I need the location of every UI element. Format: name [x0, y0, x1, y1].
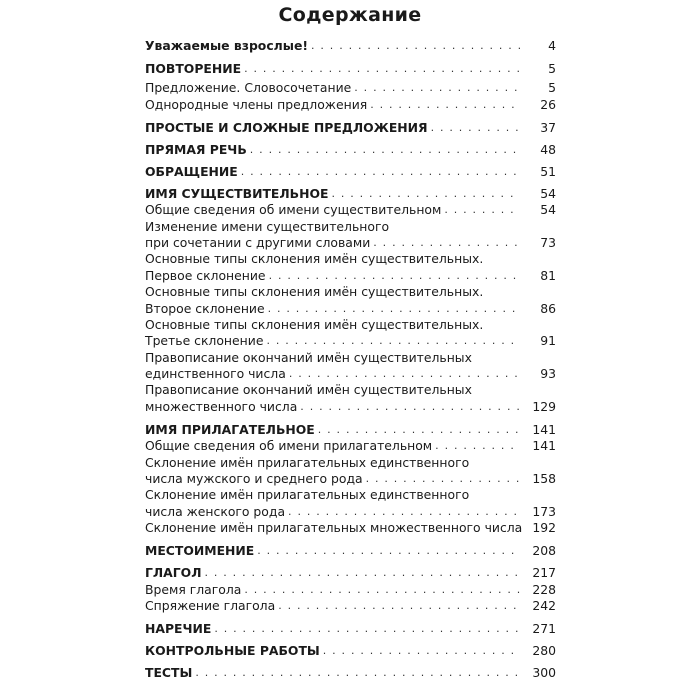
toc-entry-page: 300 [532, 664, 556, 680]
toc-entry-page: 129 [532, 398, 556, 414]
toc-entry-title: ПРОСТЫЕ И СЛОЖНЫЕ ПРЕДЛОЖЕНИЯ [145, 119, 428, 135]
dot-leader [244, 61, 520, 77]
toc-entry-page: 54 [540, 185, 556, 201]
dot-leader [244, 582, 520, 598]
toc-entry-line1: Основные типы склонения имён существительных. [145, 284, 484, 300]
dot-leader [431, 120, 520, 136]
toc-entry-page: 54 [540, 202, 556, 218]
toc-entry-title: множественного числа [145, 398, 298, 414]
toc-entry-title: ТЕСТЫ [145, 664, 193, 680]
toc-entry-line1: Правописание окончаний имён существительных [145, 349, 472, 365]
toc-entry-page: 141 [532, 421, 556, 437]
toc-entry-title: Уважаемые взрослые! [145, 37, 309, 53]
toc-entry-page: 37 [540, 119, 556, 135]
toc-entry-title: единственного числа [145, 366, 286, 382]
toc-entry-page: 86 [540, 300, 556, 316]
toc-entry-verb-conjugation [145, 598, 556, 614]
toc-entry-page: 228 [532, 581, 556, 597]
toc-entry-page: 5 [548, 80, 556, 96]
toc-entry-page: 81 [540, 267, 556, 283]
toc-section-pronoun [145, 542, 556, 560]
toc-entry-title: числа женского рода [145, 503, 286, 519]
toc-entry-title: КОНТРОЛЬНЫЕ РАБОТЫ [145, 642, 320, 658]
toc-entry-page: 4 [548, 37, 556, 53]
toc-entry-page: 208 [532, 543, 556, 559]
toc-entry-page: 271 [532, 620, 556, 636]
toc-entry-page: 5 [548, 60, 556, 76]
toc-entry-title: ИМЯ СУЩЕСТВИТЕЛЬНОЕ [145, 185, 329, 201]
toc-entry-line1: Склонение имён прилагательных единственного [145, 487, 470, 503]
dot-leader [300, 399, 520, 415]
dot-leader [289, 366, 520, 382]
toc-entry-second-declension [145, 301, 556, 317]
toc-entry-line1: Правописание окончаний имён существительных [145, 382, 472, 398]
toc-entry-title: Общие сведения об имени существительном [145, 202, 442, 218]
dot-leader [241, 164, 520, 180]
toc-section-simple-complex [145, 118, 556, 136]
toc-entry-page: 51 [540, 163, 556, 179]
dot-leader [195, 665, 520, 681]
toc-entry-sentence-phrase [145, 80, 556, 96]
table-of-contents [145, 38, 556, 681]
toc-entry-line1: Основные типы склонения имён существительных. [145, 251, 484, 267]
toc-entry-title: числа мужского и среднего рода [145, 471, 363, 487]
toc-entry-first-declension [145, 268, 556, 284]
toc-entry-title: МЕСТОИМЕНИЕ [145, 543, 255, 559]
toc-entry-title: ИМЯ ПРИЛАГАТЕЛЬНОЕ [145, 421, 315, 437]
dot-leader [266, 333, 520, 349]
toc-entry-noun-general [145, 202, 556, 218]
toc-entry-page: 141 [532, 438, 556, 454]
toc-entry-title: Склонение имён прилагательных множественного числа [145, 520, 523, 536]
toc-entry-adj-masc-neut [145, 471, 556, 487]
toc-section-direct-speech [145, 140, 556, 158]
toc-entry-title: Предложение. Словосочетание [145, 80, 352, 96]
dot-leader [278, 598, 520, 614]
toc-entry-page: 192 [532, 520, 556, 536]
toc-entry-title: Спряжение глагола [145, 597, 276, 613]
toc-entry-verb-tense [145, 582, 556, 598]
toc-entry-line1: Склонение имён прилагательных единственного [145, 454, 470, 470]
toc-entry-page: 93 [540, 366, 556, 382]
toc-section-verb [145, 564, 556, 582]
toc-entry-page: 280 [532, 642, 556, 658]
dot-leader [318, 422, 520, 438]
toc-entry-noun-change [145, 235, 556, 251]
toc-entry-adj-fem [145, 504, 556, 520]
toc-entry-page: 242 [532, 597, 556, 613]
dot-leader [323, 643, 520, 659]
toc-section-tests [145, 663, 556, 681]
toc-entry-page: 158 [532, 471, 556, 487]
toc-entry-adults [145, 38, 556, 54]
toc-entry-adj-plural [145, 520, 556, 536]
dot-leader [444, 202, 520, 218]
dot-leader [354, 80, 520, 96]
toc-section-tests-control [145, 641, 556, 659]
toc-entry-title: Время глагола [145, 581, 242, 597]
dot-leader [214, 621, 520, 637]
toc-section-review [145, 59, 556, 77]
dot-leader [366, 471, 520, 487]
toc-entry-line1: Изменение имени существительного [145, 218, 390, 234]
toc-entry-line1: Основные типы склонения имён существительных. [145, 316, 484, 332]
toc-entry-page: 173 [532, 503, 556, 519]
dot-leader [331, 186, 520, 202]
toc-section-adjective [145, 420, 556, 438]
toc-section-adverb [145, 619, 556, 637]
toc-entry-third-declension [145, 333, 556, 349]
toc-entry-title: ПРЯМАЯ РЕЧЬ [145, 141, 247, 157]
toc-entry-title: Второе склонение [145, 300, 265, 316]
dot-leader [370, 97, 520, 113]
toc-entry-page: 91 [540, 333, 556, 349]
dot-leader [205, 565, 521, 581]
toc-entry-page: 48 [540, 141, 556, 157]
dot-leader [311, 38, 520, 54]
toc-entry-plural-endings [145, 399, 556, 415]
toc-section-noun [145, 184, 556, 202]
toc-entry-title: Однородные члены предложения [145, 96, 368, 112]
toc-entry-title: ОБРАЩЕНИЕ [145, 163, 238, 179]
toc-entry-title: НАРЕЧИЕ [145, 620, 212, 636]
toc-entry-title: ПОВТОРЕНИЕ [145, 60, 242, 76]
toc-entry-page: 26 [540, 96, 556, 112]
dot-leader [269, 268, 520, 284]
toc-entry-title: при сочетании с другими словами [145, 234, 371, 250]
toc-entry-page: 73 [540, 234, 556, 250]
toc-entry-title: Третье склонение [145, 333, 264, 349]
toc-entry-adjective-general [145, 438, 556, 454]
toc-entry-homogeneous-members [145, 97, 556, 113]
dot-leader [250, 142, 520, 158]
toc-entry-title: Общие сведения об имени прилагательном [145, 438, 433, 454]
toc-entry-page: 217 [532, 565, 556, 581]
dot-leader [435, 438, 520, 454]
page-title: Содержание [278, 4, 422, 26]
toc-section-address [145, 162, 556, 180]
toc-entry-title: Первое склонение [145, 267, 266, 283]
toc-entry-singular-endings [145, 366, 556, 382]
dot-leader [288, 504, 520, 520]
dot-leader [373, 235, 520, 251]
dot-leader [268, 301, 520, 317]
dot-leader [257, 543, 520, 559]
toc-entry-title: ГЛАГОЛ [145, 565, 202, 581]
